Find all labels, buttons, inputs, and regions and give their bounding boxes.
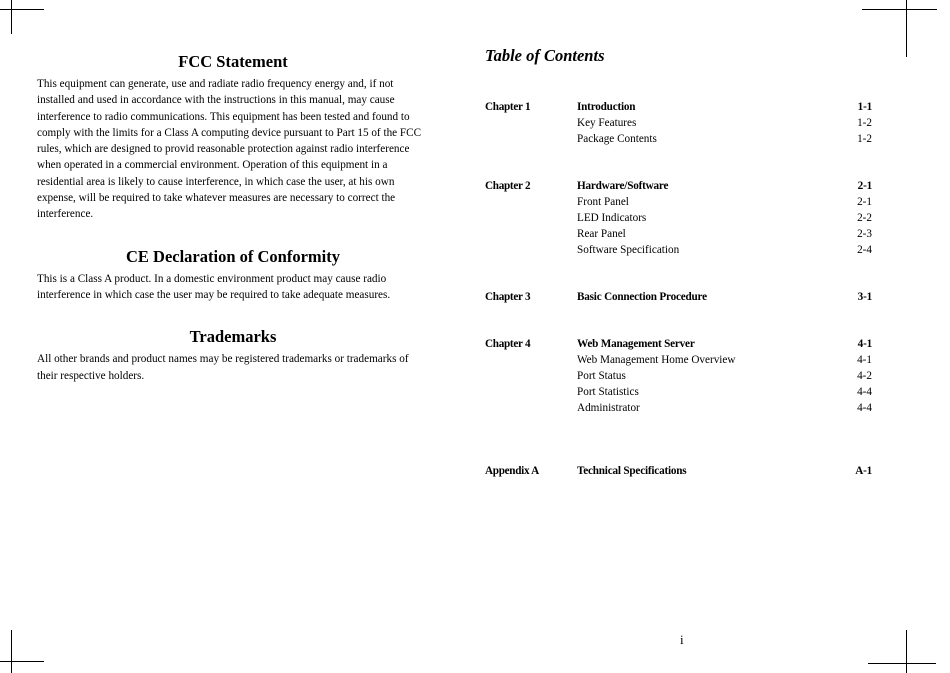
text-line: This equipment can generate, use and radiate radio frequency energy and, if not <box>37 78 394 90</box>
toc-chapter: Chapter 1 <box>485 101 531 113</box>
crop-mark <box>11 630 12 673</box>
crop-mark <box>0 661 44 662</box>
toc-row <box>485 115 875 131</box>
text-line: interference. <box>37 208 94 221</box>
toc-page: A-1 <box>855 465 872 477</box>
toc-entry-title: Introduction <box>577 101 636 113</box>
toc-entry-title: Administrator <box>577 402 640 414</box>
page-number: i <box>680 632 684 647</box>
toc-row <box>485 131 875 147</box>
toc-entry-title: Hardware/Software <box>577 180 669 192</box>
crop-mark <box>11 0 12 34</box>
toc-entry-title: LED Indicators <box>577 212 647 224</box>
toc-row <box>485 178 875 194</box>
section-body <box>37 351 429 384</box>
toc-row <box>485 242 875 258</box>
ce-declaration-section <box>37 247 429 304</box>
toc-row <box>485 226 875 242</box>
toc-row <box>485 400 875 416</box>
crop-mark <box>868 663 936 664</box>
text-line: comply with the limits for a Class A computing device pursuant to Part 15 of the FCC <box>37 126 422 139</box>
toc-title: Table of Contents <box>485 46 605 65</box>
toc-row <box>485 99 875 115</box>
toc-entry-title: Key Features <box>577 117 637 129</box>
toc-entry-title: Package Contents <box>577 133 657 145</box>
text-line: interference in which case the user may be required to take adequate measures. <box>37 288 391 301</box>
text-line: This is a Class A product. In a domestic environment product may cause radio <box>37 272 387 285</box>
toc-row <box>485 289 875 305</box>
toc-page: 1-2 <box>857 133 872 145</box>
toc-entry-title: Software Specification <box>577 244 680 256</box>
toc-entry-title: Web Management Home Overview <box>577 354 736 366</box>
statements-column <box>37 52 429 408</box>
toc-entry-title: Front Panel <box>577 196 629 208</box>
toc-page: 1-1 <box>857 101 872 113</box>
fcc-statement-section <box>37 52 429 223</box>
toc-entry-title: Basic Connection Procedure <box>577 291 707 303</box>
text-line: installed and used in accordance with the instructions in this manual, may cause <box>37 94 395 107</box>
toc-entry-title: Port Statistics <box>577 386 639 398</box>
text-line: rules, which are designed to provid reasonable protection against radio interference <box>37 143 410 156</box>
toc-chapter: Chapter 4 <box>485 338 531 350</box>
toc-page: 2-1 <box>857 196 872 208</box>
toc-row <box>485 210 875 226</box>
toc-page: 4-4 <box>857 386 872 398</box>
toc-entry-title: Web Management Server <box>577 338 695 350</box>
section-title: FCC Statement <box>178 52 288 71</box>
toc-entry-title: Rear Panel <box>577 228 626 240</box>
section-body <box>37 271 429 304</box>
toc-page: 4-4 <box>857 402 872 414</box>
toc-row <box>485 352 875 368</box>
toc-page: 2-2 <box>857 212 872 224</box>
text-line: expense, will be required to take whatever measures are necessary to correct the <box>37 192 396 205</box>
section-title: Trademarks <box>189 327 277 347</box>
section-body <box>37 76 429 223</box>
toc-entry-title: Port Status <box>577 370 626 382</box>
toc-row <box>485 194 875 210</box>
text-line: their respective holders. <box>37 369 145 382</box>
text-line: All other brands and product names may be registered trademarks or trademarks of <box>37 353 409 366</box>
section-title: CE Declaration of Conformity <box>125 246 340 266</box>
crop-mark <box>906 0 907 57</box>
text-line: interference to radio communications. This equipment has been tested and found to <box>37 110 410 123</box>
toc-row <box>485 463 875 479</box>
trademarks-section <box>37 327 429 384</box>
toc-page: 2-4 <box>857 244 872 256</box>
toc-entry-title: Technical Specifications <box>577 465 687 477</box>
toc-chapter: Appendix A <box>485 465 539 477</box>
crop-mark <box>862 9 937 10</box>
toc-page: 2-1 <box>857 180 872 192</box>
toc-row <box>485 336 875 352</box>
toc-chapter: Chapter 2 <box>485 180 531 192</box>
toc-chapter: Chapter 3 <box>485 291 531 303</box>
toc-page: 4-2 <box>857 370 872 382</box>
toc-row <box>485 384 875 400</box>
toc-row <box>485 368 875 384</box>
toc-page: 4-1 <box>857 338 872 350</box>
toc-page: 1-2 <box>857 117 872 129</box>
toc-page: 3-1 <box>857 291 872 303</box>
toc-page: 4-1 <box>857 354 872 366</box>
crop-mark <box>0 9 44 10</box>
text-line: when operated in a commercial environment. Operation of this equipment in a <box>37 159 388 172</box>
crop-mark <box>906 630 907 673</box>
toc-page: 2-3 <box>857 228 872 240</box>
text-line: residential area is likely to cause interference, in which case the user, at his own <box>37 175 395 188</box>
